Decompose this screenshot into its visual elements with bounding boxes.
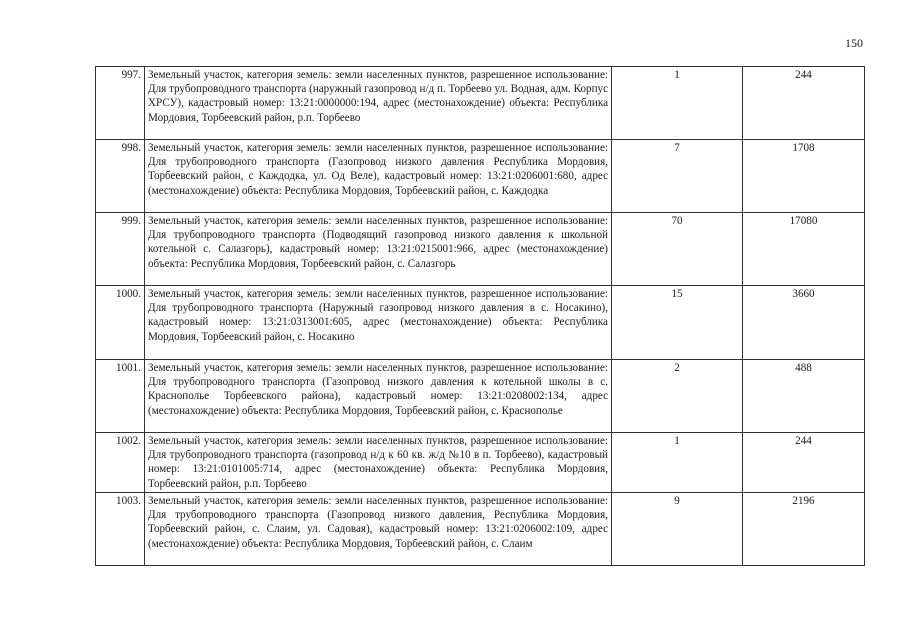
row-number: 1000.: [96, 286, 145, 360]
row-value: 1708: [743, 140, 865, 213]
row-number: 1002.: [96, 433, 145, 493]
table-row: [96, 360, 865, 433]
row-quantity: 70: [612, 213, 743, 286]
row-number: 998.: [96, 140, 145, 213]
row-quantity: 9: [612, 493, 743, 566]
table-row: [96, 493, 865, 566]
row-value: 17080: [743, 213, 865, 286]
row-quantity: 1: [612, 67, 743, 140]
table-row: [96, 213, 865, 286]
row-quantity: 2: [612, 360, 743, 433]
row-number: 1001.: [96, 360, 145, 433]
row-description: Земельный участок, категория земель: земли населенных пунктов, разрешенное использование: Для трубопроводного транспорта (Газопровод низкого давления, Республика Мордовия, Торбеевский район, с. Слаим, ул. Садовая), кадастровый номер: 13:21:0206002:109, адрес (местонахождение) объекта: Республика Мордовия, Торбеевский район, с. Слаим: [145, 493, 612, 566]
table-row: [96, 67, 865, 140]
row-quantity: 1: [612, 433, 743, 493]
row-value: 3660: [743, 286, 865, 360]
table-row: [96, 433, 865, 493]
row-number: 1003.: [96, 493, 145, 566]
row-description: Земельный участок, категория земель: земли населенных пунктов, разрешенное использование: Для трубопроводного транспорта (Наружный газопровод низкого давления в с. Носакино), кадастровый номер: 13:21:0313001:605, адрес (местонахождение) объекта: Республика Мордовия, Торбеевский район, с. Носакино: [145, 286, 612, 360]
page-number: 150: [845, 36, 863, 50]
row-quantity: 7: [612, 140, 743, 213]
row-description: Земельный участок, категория земель: земли населенных пунктов, разрешенное использование: Для трубопроводного транспорта (Подводящий газопровод низкого давления к школьной котельной с. Салазгорь), кадастровый номер: 13:21:0215001:966, адрес (местонахождение) объекта: Республика Мордовия, Торбеевский район, с. Салазгорь: [145, 213, 612, 286]
row-description: Земельный участок, категория земель: земли населенных пунктов, разрешенное использование: Для трубопроводного транспорта (Газопровод низкого давления к котельной школы в с. Краснополье Торбеевского района), кадастровый номер: 13:21:0208002:134, адрес (местонахождение) объекта: Республика Мордовия, Торбеевский район, с. Краснополье: [145, 360, 612, 433]
row-value: 2196: [743, 493, 865, 566]
row-number: 997.: [96, 67, 145, 140]
row-description: Земельный участок, категория земель: земли населенных пунктов, разрешенное использование: Для трубопроводного транспорта (газопровод н/д к 60 кв. ж/д №10 в п. Торбеево), кадастровый номер: 13:21:0101005:714, адрес (местонахождение) объекта: Республика Мордовия, Торбеевский район, р.п. Торбеево: [145, 433, 612, 493]
row-value: 488: [743, 360, 865, 433]
row-quantity: 15: [612, 286, 743, 360]
row-description: Земельный участок, категория земель: земли населенных пунктов, разрешенное использование: Для трубопроводного транспорта (Газопровод низкого давления Республика Мордовия, Торбеевский район, с Каждодка, ул. Од Веле), кадастровый номер: 13:21:0206001:680, адрес (местонахождение) объекта: Республика Мордовия, Торбеевский район, с. Каждодка: [145, 140, 612, 213]
row-description: Земельный участок, категория земель: земли населенных пунктов, разрешенное использование: Для трубопроводного транспорта (наружный газопровод н/д п. Торбеево ул. Водная, адм. Корпус ХРСУ), кадастровый номер: 13:21:0000000:194, адрес (местонахождение) объекта: Республика Мордовия, Торбеевский район, р.п. Торбеево: [145, 67, 612, 140]
row-number: 999.: [96, 213, 145, 286]
row-value: 244: [743, 433, 865, 493]
property-table: [95, 66, 865, 566]
table-row: [96, 140, 865, 213]
row-value: 244: [743, 67, 865, 140]
table-row: [96, 286, 865, 360]
